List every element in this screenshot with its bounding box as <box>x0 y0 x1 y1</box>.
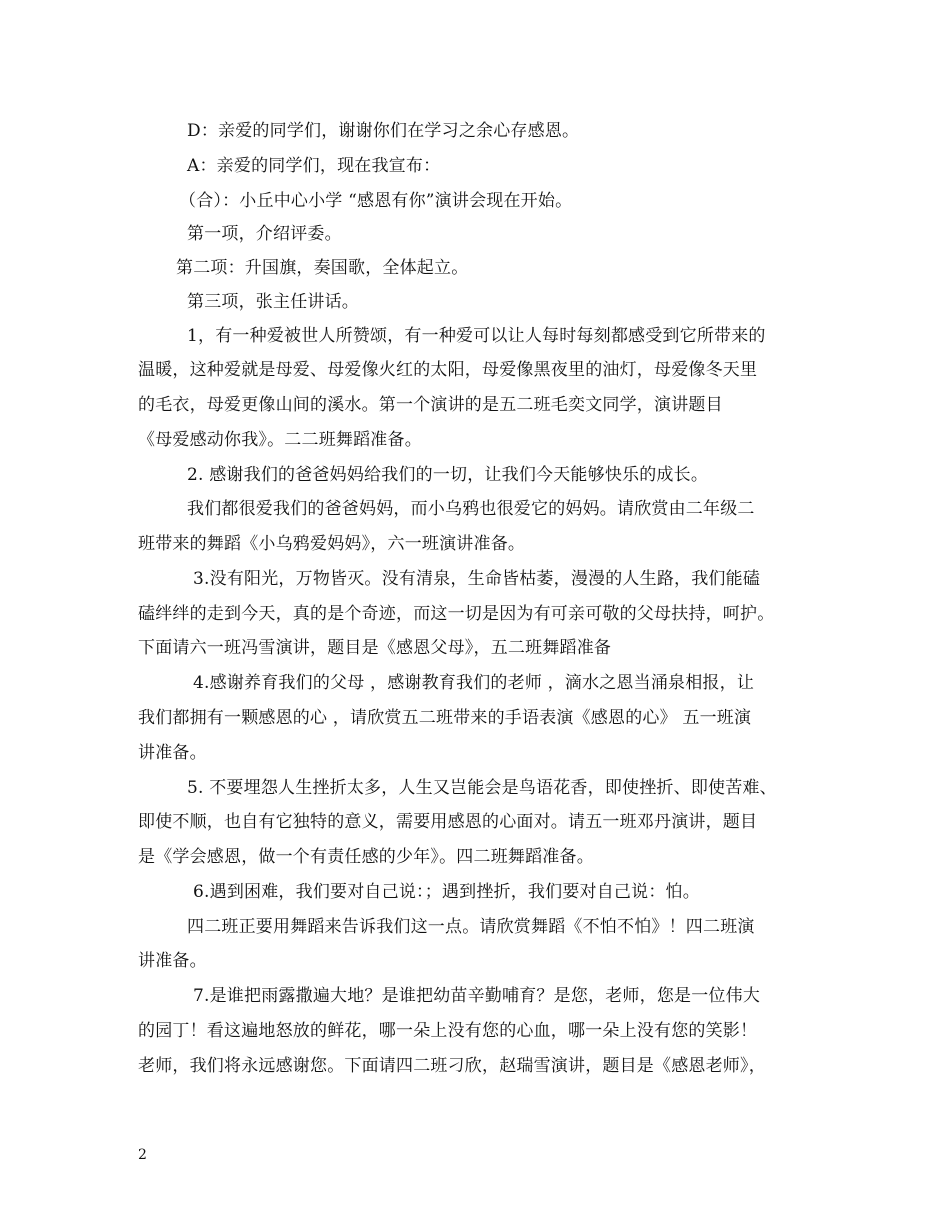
text-line: A：亲爱的同学们，现在我宣布： <box>187 156 441 176</box>
text-line: 1，有一种爱被世人所赞颂，有一种爱可以让人每时每刻都感受到它所带来的 <box>187 326 766 346</box>
text-line: 下面请六一班冯雪演讲，题目是《感恩父母》，五二班舞蹈准备 <box>138 638 612 658</box>
text-line: 我们都拥有一颗感恩的心 ，请欣赏五二班带来的手语表演《感恩的心》 五一班演 <box>138 708 752 728</box>
text-line: 3.没有阳光，万物皆灭。没有清泉，生命皆枯萎，漫漫的人生路，我们能磕 <box>193 569 761 589</box>
text-line: 班带来的舞蹈《小乌鸦爱妈妈》，六一班演讲准备。 <box>138 534 526 554</box>
text-line: 讲准备。 <box>138 743 207 763</box>
text-line: 即使不顺，也自有它独特的意义，需要用感恩的心面对。请五一班邓丹演讲，题目 <box>138 812 758 832</box>
text-line: （合）：小丘中心小学 “感恩有你”演讲会现在开始。 <box>179 191 573 211</box>
text-line: 第二项：升国旗，奏国歌，全体起立。 <box>176 258 469 278</box>
text-line: 的园丁！看这遍地怒放的鲜花，哪一朵上没有您的心血，哪一朵上没有您的笑影！ <box>138 1021 758 1041</box>
page-number: 2 <box>138 1147 147 1163</box>
text-line: 第三项，张主任讲话。 <box>187 292 359 312</box>
text-line: 2. 感谢我们的爸爸妈妈给我们的一切，让我们今天能够快乐的成长。 <box>187 465 709 485</box>
text-line: 5. 不要埋怨人生挫折太多，人生又岂能会是鸟语花香，即使挫折、即使苦难、 <box>187 778 777 798</box>
text-line: 6.遇到困难，我们要对自己说：；遇到挫折，我们要对自己说：怕。 <box>193 882 700 902</box>
text-line: 7.是谁把雨露撒遍大地？是谁把幼苗辛勤哺育？是您，老师，您是一位伟大 <box>193 986 761 1006</box>
text-line: 《母爱感动你我》。二二班舞蹈准备。 <box>138 430 422 450</box>
text-line: 是《学会感恩，做一个有责任感的少年》。四二班舞蹈准备。 <box>138 847 594 867</box>
text-line: 温暖，这种爱就是母爱、母爱像火红的太阳，母爱像黑夜里的油灯，母爱像冬天里 <box>138 360 758 380</box>
text-line: 的毛衣，母爱更像山间的溪水。第一个演讲的是五二班毛奕文同学，演讲题目 <box>138 395 723 415</box>
text-line: 老师，我们将永远感谢您。下面请四二班刁欣，赵瑞雪演讲，题目是《感恩老师》， <box>138 1056 766 1076</box>
text-line: 我们都很爱我们的爸爸妈妈，而小乌鸦也很爱它的妈妈。请欣赏由二年级二 <box>187 499 755 519</box>
text-line: 磕绊绊的走到今天，真的是个奇迹，而这一切是因为有可亲可敬的父母扶持，呵护。 <box>138 604 775 624</box>
text-line: 4.感谢养育我们的父母 ，感谢教育我们的老师 ，滴水之恩当涌泉相报，让 <box>193 673 755 693</box>
text-line: D：亲爱的同学们，谢谢你们在学习之余心存感恩。 <box>187 121 580 141</box>
text-line: 四二班正要用舞蹈来告诉我们这一点。请欣赏舞蹈《不怕不怕》！四二班演 <box>187 917 755 937</box>
text-line: 讲准备。 <box>138 951 207 971</box>
text-line: 第一项，介绍评委。 <box>187 224 342 244</box>
